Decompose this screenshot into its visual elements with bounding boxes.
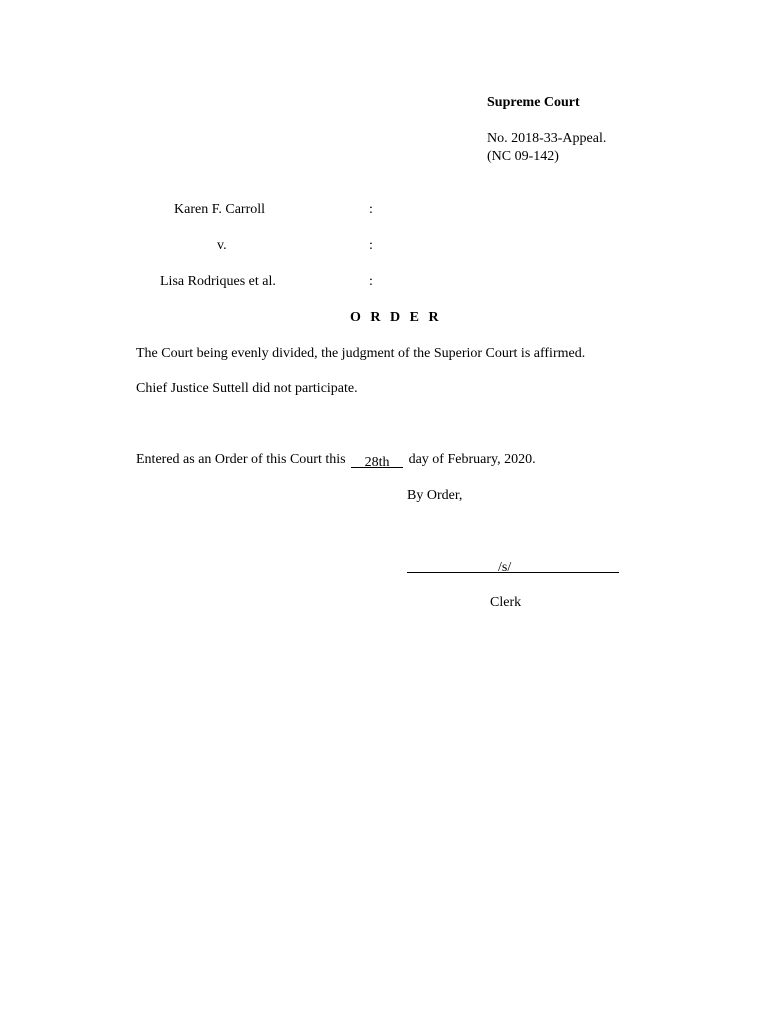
order-paragraph: The Court being evenly divided, the judgment of the Superior Court is affirmed. xyxy=(136,346,586,361)
entry-suffix: day of February, 2020. xyxy=(408,452,536,467)
versus-label: v. xyxy=(217,238,227,253)
caption-separator: : xyxy=(369,274,373,289)
clerk-title: Clerk xyxy=(490,595,522,610)
defendant-name: Lisa Rodriques et al. xyxy=(160,274,276,289)
caption-separator: : xyxy=(369,202,373,217)
signature-mark: /s/ xyxy=(498,560,512,575)
entry-prefix: Entered as an Order of this Court this xyxy=(136,452,346,467)
entry-line xyxy=(136,452,536,468)
caption-separator: : xyxy=(369,238,373,253)
lower-court-number: (NC 09-142) xyxy=(487,149,559,164)
order-paragraph: Chief Justice Suttell did not participate. xyxy=(136,381,358,396)
entry-day-blank xyxy=(351,453,403,468)
case-number: No. 2018-33-Appeal. xyxy=(487,131,607,146)
entry-day: 28th xyxy=(364,455,390,470)
order-title: O R D E R xyxy=(350,310,442,325)
signature-line xyxy=(407,572,619,573)
by-order-label: By Order, xyxy=(407,488,463,503)
plaintiff-name: Karen F. Carroll xyxy=(174,202,266,217)
court-name: Supreme Court xyxy=(487,95,580,110)
